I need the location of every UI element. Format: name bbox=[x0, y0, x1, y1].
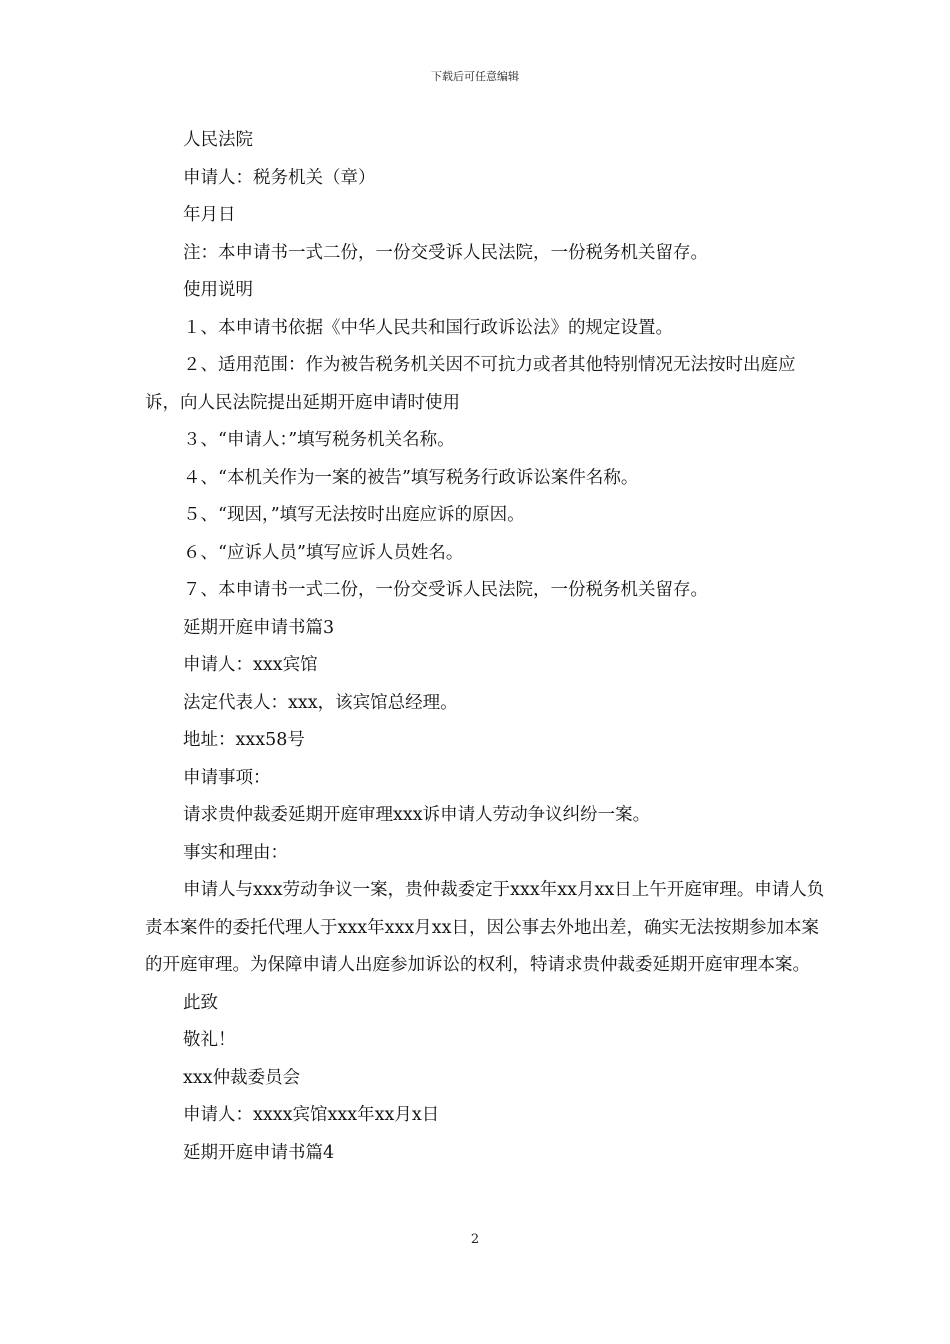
usage-item-7: ７、本申请书一式二份，一份交受诉人民法院，一份税务机关留存。 bbox=[183, 580, 708, 600]
usage-item-6: ６、“应诉人员”填写应诉人员姓名。 bbox=[183, 542, 464, 563]
salutation-line: 此致 bbox=[183, 992, 218, 1013]
date-line: 年月日 bbox=[183, 205, 236, 225]
document-body bbox=[145, 122, 825, 1172]
address-line: 地址：xxx58号 bbox=[183, 730, 305, 750]
usage-item-2: ２、适用范围：作为被告税务机关因不可抗力或者其他特别情况无法按时出庭应诉，向人民法院提出延期开庭申请时使用 bbox=[145, 355, 796, 413]
usage-item-4: ４、“本机关作为一案的被告”填写税务行政诉讼案件名称。 bbox=[183, 467, 639, 488]
page-number: 2 bbox=[470, 1232, 480, 1247]
recipient-line: xxx仲裁委员会 bbox=[183, 1067, 301, 1088]
usage-item-5: ５、“现因，”填写无法按时出庭应诉的原因。 bbox=[183, 505, 525, 525]
legal-representative-line: 法定代表人：xxx，该宾馆总经理。 bbox=[183, 692, 458, 713]
applicant-line: 申请人：税务机关（章） bbox=[183, 167, 376, 188]
usage-heading: 使用说明 bbox=[183, 280, 253, 300]
signature-date-line: 申请人：xxxx宾馆xxx年xx月x日 bbox=[183, 1105, 440, 1125]
request-items-heading: 申请事项： bbox=[183, 767, 271, 788]
facts-reasons-text: 申请人与xxx劳动争议一案，贵仲裁委定于xxx年xx月xx日上午开庭审理。申请人负责本案件的委托代理人于xxx年xxx月xx日，因公事去外地出差，确实无法按期参加本案的开庭审理。为保障申请人出庭参加诉讼的权利，特请求贵仲裁委延期开庭审理本案。 bbox=[145, 880, 825, 975]
usage-item-3: ３、“申请人：”填写税务机关名称。 bbox=[183, 430, 455, 450]
facts-reasons-heading: 事实和理由： bbox=[183, 842, 288, 863]
court-line: 人民法院 bbox=[183, 130, 253, 150]
applicant-hotel-line: 申请人：xxx宾馆 bbox=[183, 655, 318, 675]
regards-line: 敬礼！ bbox=[183, 1030, 236, 1050]
section-title-4: 延期开庭申请书篇4 bbox=[183, 1142, 335, 1163]
page-header: 下载后可任意编辑 bbox=[431, 70, 519, 83]
section-title-3: 延期开庭申请书篇3 bbox=[183, 617, 335, 638]
note-line: 注：本申请书一式二份，一份交受诉人民法院，一份税务机关留存。 bbox=[183, 242, 708, 263]
request-items-text: 请求贵仲裁委延期开庭审理xxx诉申请人劳动争议纠纷一案。 bbox=[183, 805, 651, 825]
usage-item-1: １、本申请书依据《中华人民共和国行政诉讼法》的规定设置。 bbox=[183, 317, 673, 338]
